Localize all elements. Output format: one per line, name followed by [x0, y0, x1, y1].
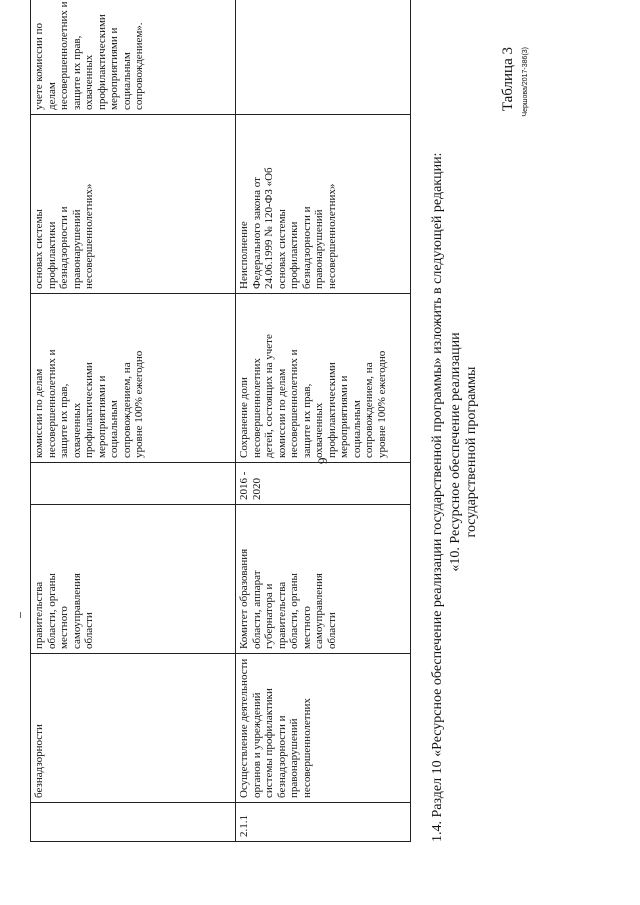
table-label: Таблица 3 — [500, 47, 516, 112]
program-table — [30, 0, 411, 842]
cell-consequence: основах системы профилактики безнадзорности и правонарушений несовершеннолетних» — [31, 115, 236, 294]
cell-years — [31, 463, 236, 505]
cell-years: 2016 - 2020 — [236, 463, 411, 505]
document-stamp: Чершова/2017-386(3) — [522, 47, 529, 117]
cell-indicator: Сохранение доли несовершеннолетних детей, состоящих на учете комиссии по делам несовершеннолетних и защите их прав, охваченных профилактическими мероприятиями и социальным сопровождением, на уровне 100% ежегодно — [236, 294, 411, 463]
cell-activity: Осуществление деятельности органов и учреждений системы профилактики безнадзорности и правонарушений несовершеннолетних — [236, 654, 411, 803]
table-row — [31, 0, 236, 842]
cell-number: 2.1.1 — [236, 803, 411, 842]
cell-consequence: Неисполнение Федерального закона от 24.06.1999 № 120-ФЗ «Об основах системы профилактики безнадзорности и правонарушений несовершеннолетних» — [236, 115, 411, 294]
section-instruction: 1.4. Раздел 10 «Ресурсное обеспечение реализации государственной программы» изложить в следующей редакции: — [430, 152, 445, 842]
cell-activity: безнадзорности — [31, 654, 236, 803]
cell-number — [31, 803, 236, 842]
cell-executor: Комитет образования области, аппарат губернатора и правительства области, органы местного самоуправления области — [236, 505, 411, 654]
table-row — [236, 0, 411, 842]
section-heading: «10. Ресурсное обеспечение реализации государственной программы — [448, 332, 479, 572]
rotated-content — [30, 1, 610, 882]
cell-indicator: комиссии по делам несовершеннолетних и защите их прав, охваченных профилактическими мероприятиями и социальным сопровождением, на уровне 100% ежегодно — [31, 294, 236, 463]
margin-mark — [20, 612, 21, 618]
cell-executor: правительства области, органы местного самоуправления области — [31, 505, 236, 654]
cell-link: учете комиссии по делам несовершеннолетних и защите их прав, охваченных профилактическими мероприятиями и социальным сопровождением». — [31, 0, 236, 115]
cell-link — [236, 0, 411, 115]
page-number: 9 — [315, 457, 330, 464]
